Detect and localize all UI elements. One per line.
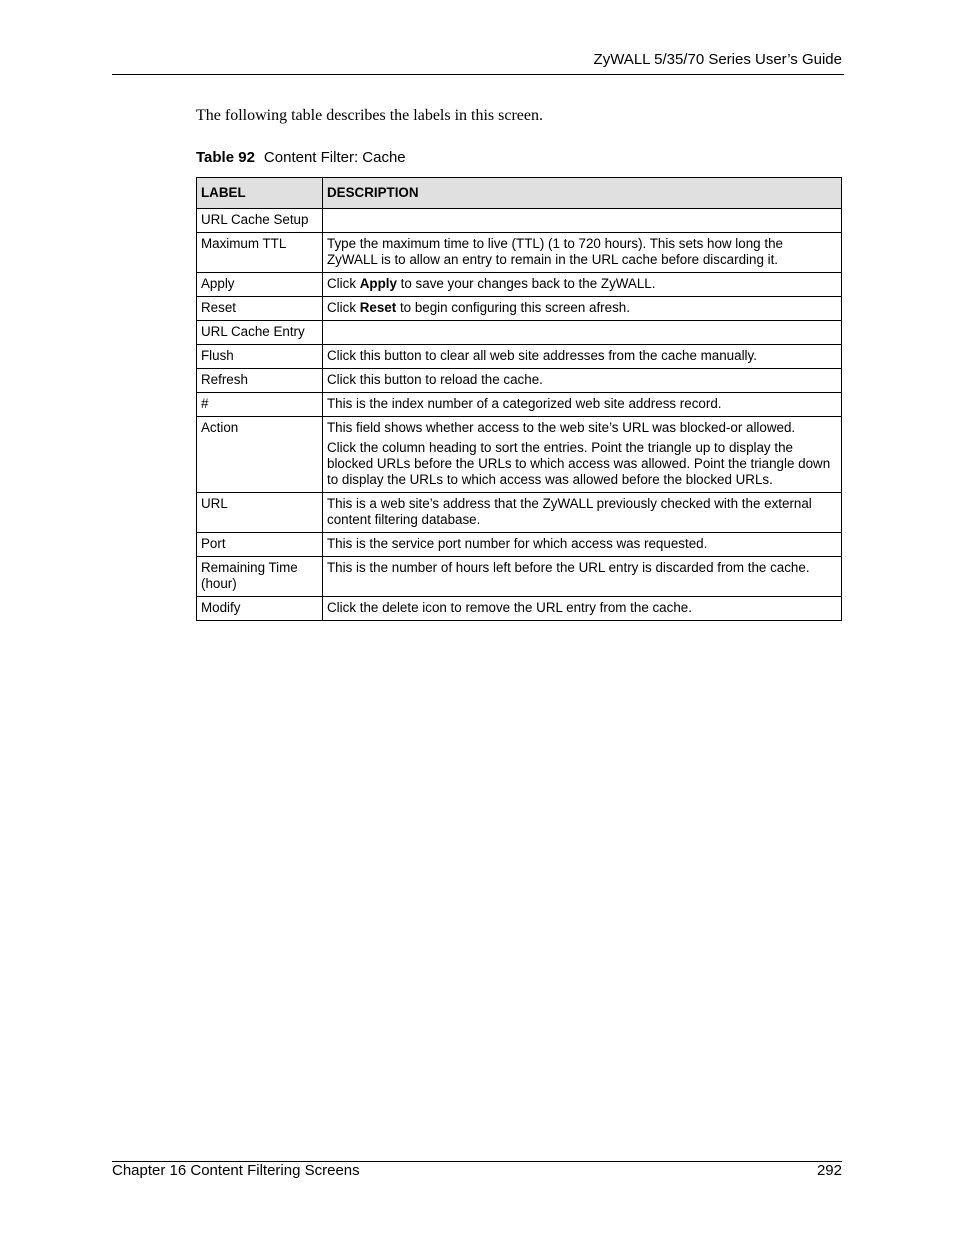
running-header: ZyWALL 5/35/70 Series User’s Guide xyxy=(593,51,842,68)
description-text: Click this button to clear all web site addresses from the cache manually. xyxy=(327,348,757,363)
table-row xyxy=(197,417,842,493)
description-paragraph xyxy=(327,496,837,528)
description-text: This field shows whether access to the web site’s URL was blocked-or allowed. xyxy=(327,420,796,435)
table-row xyxy=(197,557,842,597)
description-text: This is the service port number for which access was requested. xyxy=(327,536,708,551)
description-paragraph xyxy=(327,440,837,488)
table-row xyxy=(197,209,842,233)
description-paragraph xyxy=(327,348,837,364)
row-label: Flush xyxy=(197,345,323,369)
description-paragraph xyxy=(327,420,837,436)
row-label: URL Cache Entry xyxy=(197,321,323,345)
description-text: Click the column heading to sort the entries. Point the triangle up to display the blocked URLs before the URLs to which access was allowed. Point the triangle down to display the URLs to which access was allowed before the blocked URLs. xyxy=(327,440,831,487)
row-description xyxy=(323,493,842,533)
intro-text: The following table describes the labels in this screen. xyxy=(196,107,544,124)
description-text: This is the number of hours left before the URL entry is discarded from the cache. xyxy=(327,560,810,575)
row-description xyxy=(323,209,842,233)
table-row xyxy=(197,393,842,417)
row-description xyxy=(323,233,842,273)
row-description xyxy=(323,321,842,345)
row-label: Maximum TTL xyxy=(197,233,323,273)
row-label: Modify xyxy=(197,597,323,621)
row-description xyxy=(323,393,842,417)
table-row xyxy=(197,369,842,393)
table-row xyxy=(197,297,842,321)
row-label: Refresh xyxy=(197,369,323,393)
table-number: Table 92 xyxy=(196,149,255,166)
row-description xyxy=(323,345,842,369)
description-text: Click xyxy=(327,276,360,291)
row-label: URL xyxy=(197,493,323,533)
row-description xyxy=(323,369,842,393)
description-text: Click this button to reload the cache. xyxy=(327,372,543,387)
header-rule xyxy=(112,74,844,75)
description-text: Click xyxy=(327,300,360,315)
description-paragraph xyxy=(327,236,837,268)
description-paragraph xyxy=(327,276,837,292)
row-description xyxy=(323,533,842,557)
description-text: This is a web site’s address that the ZyWALL previously checked with the external content filtering database. xyxy=(327,496,812,527)
table-row xyxy=(197,345,842,369)
table-row xyxy=(197,321,842,345)
description-text: to begin configuring this screen afresh. xyxy=(396,300,630,315)
description-text: to save your changes back to the ZyWALL. xyxy=(396,276,656,291)
description-paragraph xyxy=(327,560,837,576)
table-row xyxy=(197,233,842,273)
description-bold-term: Apply xyxy=(359,276,397,291)
row-label: URL Cache Setup xyxy=(197,209,323,233)
description-paragraph xyxy=(327,300,837,316)
row-description xyxy=(323,273,842,297)
row-description xyxy=(323,597,842,621)
row-label: Reset xyxy=(197,297,323,321)
description-paragraph xyxy=(327,372,837,388)
description-paragraph xyxy=(327,536,837,552)
row-description xyxy=(323,297,842,321)
table-row xyxy=(197,493,842,533)
row-label: Action xyxy=(197,417,323,493)
footer-chapter: Chapter 16 Content Filtering Screens xyxy=(112,1162,360,1179)
label-column-header: LABEL xyxy=(197,178,323,209)
description-text: Type the maximum time to live (TTL) (1 to 720 hours). This sets how long the ZyWALL is to allow an entry to remain in the URL cache before discarding it. xyxy=(327,236,783,267)
description-text: This is the index number of a categorized web site address record. xyxy=(327,396,722,411)
label-description-table xyxy=(196,177,842,621)
table-caption xyxy=(196,149,406,166)
table-row xyxy=(197,533,842,557)
row-label: Remaining Time (hour) xyxy=(197,557,323,597)
description-text: Click the delete icon to remove the URL entry from the cache. xyxy=(327,600,692,615)
description-bold-term: Reset xyxy=(359,300,397,315)
table-row xyxy=(197,597,842,621)
table-title: Content Filter: Cache xyxy=(263,149,406,166)
description-paragraph xyxy=(327,600,837,616)
row-description xyxy=(323,557,842,597)
description-column-header: DESCRIPTION xyxy=(323,178,842,209)
page-number: 292 xyxy=(816,1162,842,1179)
table-body xyxy=(197,209,842,621)
description-paragraph xyxy=(327,396,837,412)
row-description xyxy=(323,417,842,493)
row-label: Port xyxy=(197,533,323,557)
row-label: # xyxy=(197,393,323,417)
table-row xyxy=(197,273,842,297)
table-header-row xyxy=(197,178,842,209)
row-label: Apply xyxy=(197,273,323,297)
